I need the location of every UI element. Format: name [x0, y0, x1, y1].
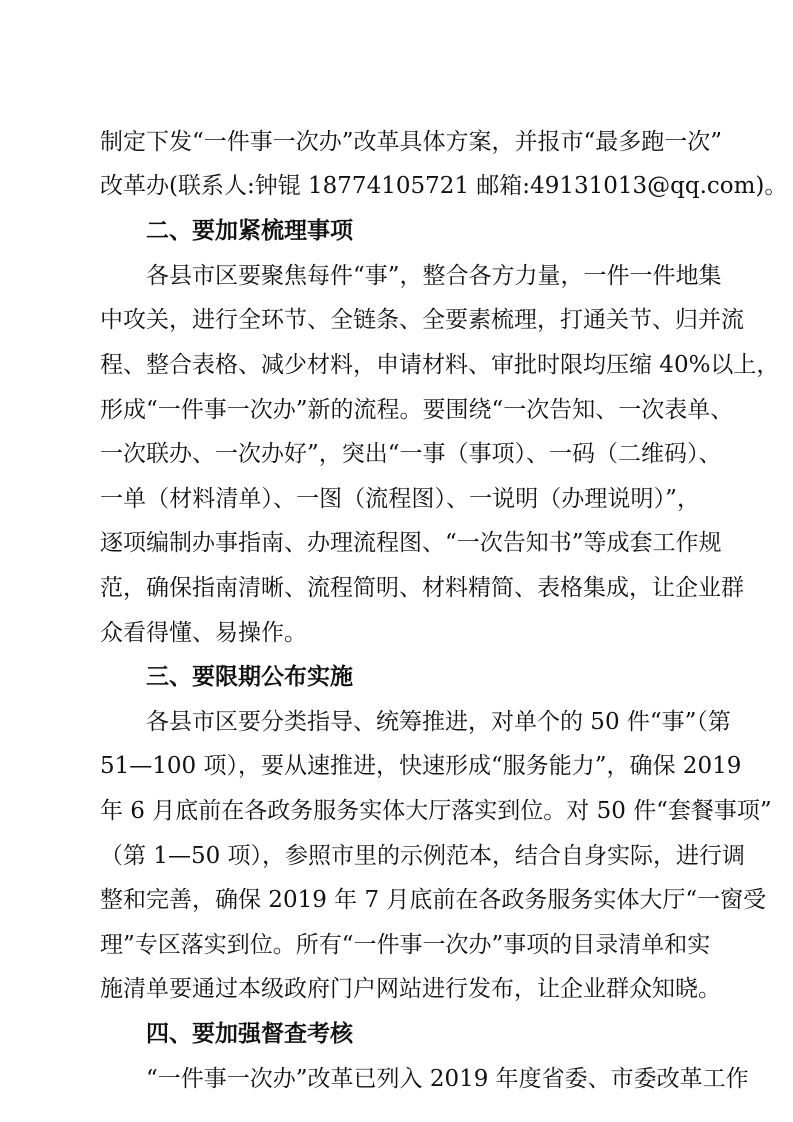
paragraph-line: [0, 925, 793, 965]
heading-text: 四、要加强督查考核: [146, 1021, 353, 1047]
text-line: （第 1—50 项），参照市里的示例范本，结合自身实际，进行调: [100, 843, 746, 869]
section-heading: [0, 1014, 793, 1054]
paragraph-line: [0, 523, 793, 563]
text-line: 程、整合表格、减少材料，申请材料、审批时限均压缩 40%以上，: [100, 352, 780, 378]
text-line: 年 6 月底前在各政务服务实体大厅落实到位。对 50 件“套餐事项”: [100, 798, 772, 824]
paragraph-line: [0, 568, 793, 608]
paragraph-line: [0, 1059, 793, 1099]
text-line: 一单（材料清单）、一图（流程图）、一说明（办理说明）”，: [100, 486, 700, 512]
text-line: 逐项编制办事指南、办理流程图、“一次告知书”等成套工作规: [100, 530, 722, 556]
heading-text: 二、要加紧梳理事项: [146, 218, 353, 244]
text-line: 施清单要通过本级政府门户网站进行发布，让企业群众知晓。: [100, 976, 721, 1002]
paragraph-line: [0, 390, 793, 430]
text-line: 众看得懂、易操作。: [100, 620, 307, 646]
text-line: 一次联办、一次办好”，突出“一事（事项）、一码（二维码）、: [100, 441, 722, 467]
text-line: 范，确保指南清晰、流程简明、材料精简、表格集成，让企业群: [100, 575, 744, 601]
text-line: “一件事一次办”改革已列入 2019 年度省委、市委改革工作: [146, 1066, 749, 1092]
text-line: 理”专区落实到位。所有“一件事一次办”事项的目录清单和实: [100, 932, 711, 958]
heading-text: 三、要限期公布实施: [146, 664, 353, 690]
section-heading: [0, 657, 793, 697]
section-heading: [0, 211, 793, 251]
paragraph-line: [0, 969, 793, 1009]
text-line: 51—100 项），要从速推进，快速形成“服务能力”，确保 2019: [100, 753, 742, 779]
paragraph-line: [0, 613, 793, 653]
paragraph-line: [0, 122, 793, 162]
paragraph-line: [0, 791, 793, 831]
text-line: 改革办(联系人:钟锟 18774105721 邮箱:49131013@qq.com)。: [100, 173, 788, 199]
paragraph-line: [0, 746, 793, 786]
text-line: 各县市区要聚焦每件“事”，整合各方力量，一件一件地集: [146, 263, 722, 289]
paragraph-line: [0, 256, 793, 296]
paragraph-line: [0, 300, 793, 340]
text-line: 各县市区要分类指导、统筹推进，对单个的 50 件“事”（第: [146, 709, 731, 735]
text-line: 形成“一件事一次办”新的流程。要围绕“一次告知、一次表单、: [100, 397, 734, 423]
paragraph-line: [0, 345, 793, 385]
paragraph-line: [0, 702, 793, 742]
paragraph-line: [0, 836, 793, 876]
text-line: 中攻关，进行全环节、全链条、全要素梳理，打通关节、归并流: [100, 307, 744, 333]
paragraph-line: [0, 434, 793, 474]
paragraph-line: [0, 880, 793, 920]
text-line: 制定下发“一件事一次办”改革具体方案，并报市“最多跑一次”: [100, 129, 723, 155]
paragraph-line: [0, 479, 793, 519]
paragraph-line: [0, 166, 793, 206]
text-line: 整和完善，确保 2019 年 7 月底前在各政务服务实体大厅“一窗受: [100, 887, 767, 913]
